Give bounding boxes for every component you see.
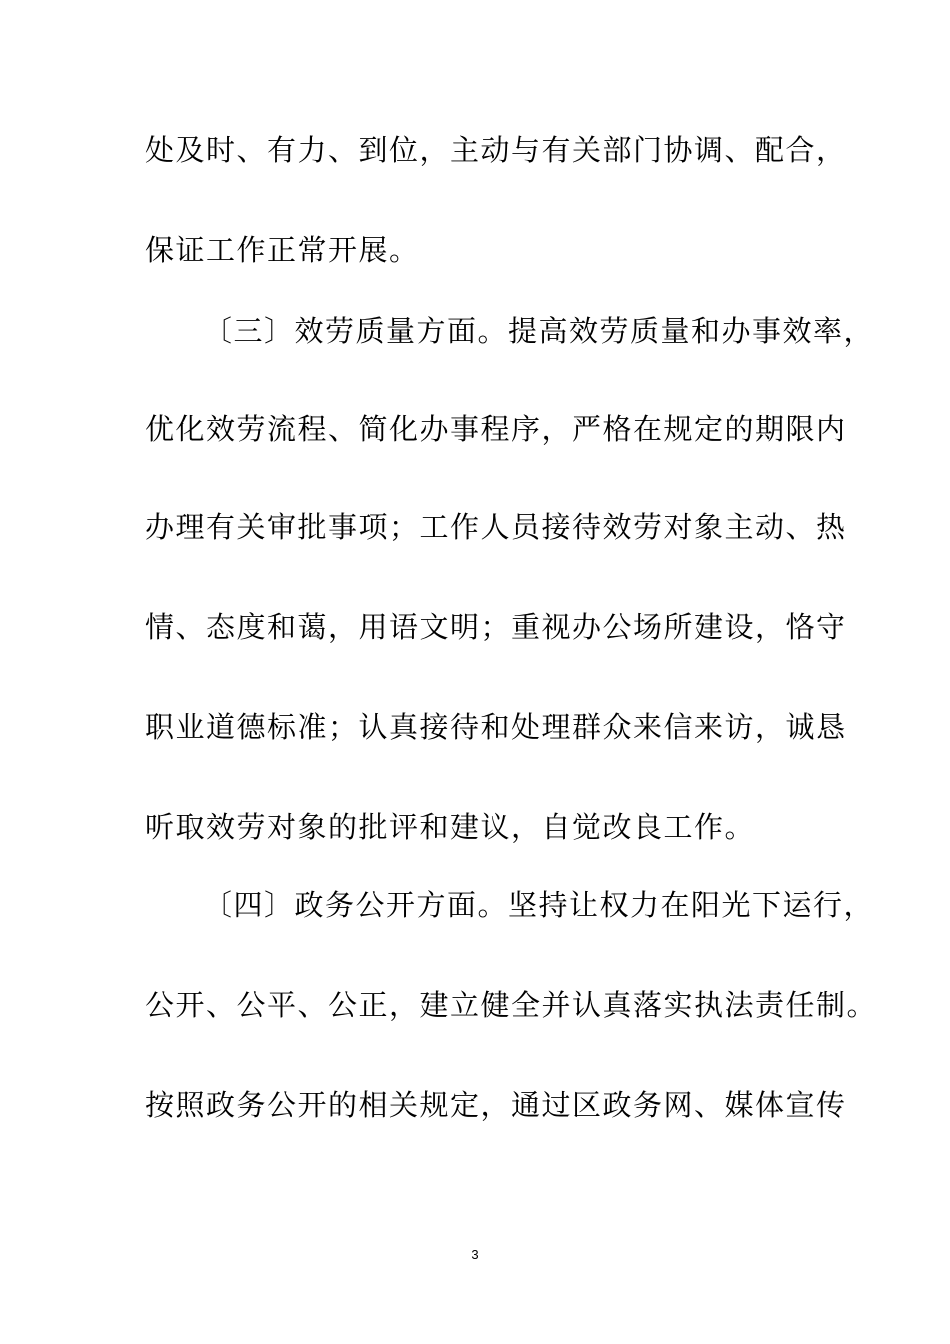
section-heading-line: 〔四〕政务公开方面。坚持让权力在阳光下运行， [203, 888, 875, 922]
text-line: 情、态度和蔼，用语文明；重视办公场所建设，恪守 [145, 610, 847, 644]
section-heading-line: 〔三〕效劳质量方面。提高效劳质量和办事效率， [203, 314, 875, 348]
text-line: 优化效劳流程、简化办事程序，严格在规定的期限内 [145, 412, 847, 446]
text-line: 办理有关审批事项；工作人员接待效劳对象主动、热 [145, 510, 847, 544]
text-line: 公开、公平、公正，建立健全并认真落实执法责任制。 [145, 988, 878, 1022]
text-line: 听取效劳对象的批评和建议，自觉改良工作。 [145, 810, 756, 844]
text-line: 处及时、有力、到位，主动与有关部门协调、配合， [145, 133, 847, 167]
page-number: 3 [471, 1247, 479, 1262]
text-line: 按照政务公开的相关规定，通过区政务网、媒体宣传 [145, 1088, 847, 1122]
text-line: 职业道德标准；认真接待和处理群众来信来访，诚恳 [145, 710, 847, 744]
text-line: 保证工作正常开展。 [145, 233, 420, 267]
